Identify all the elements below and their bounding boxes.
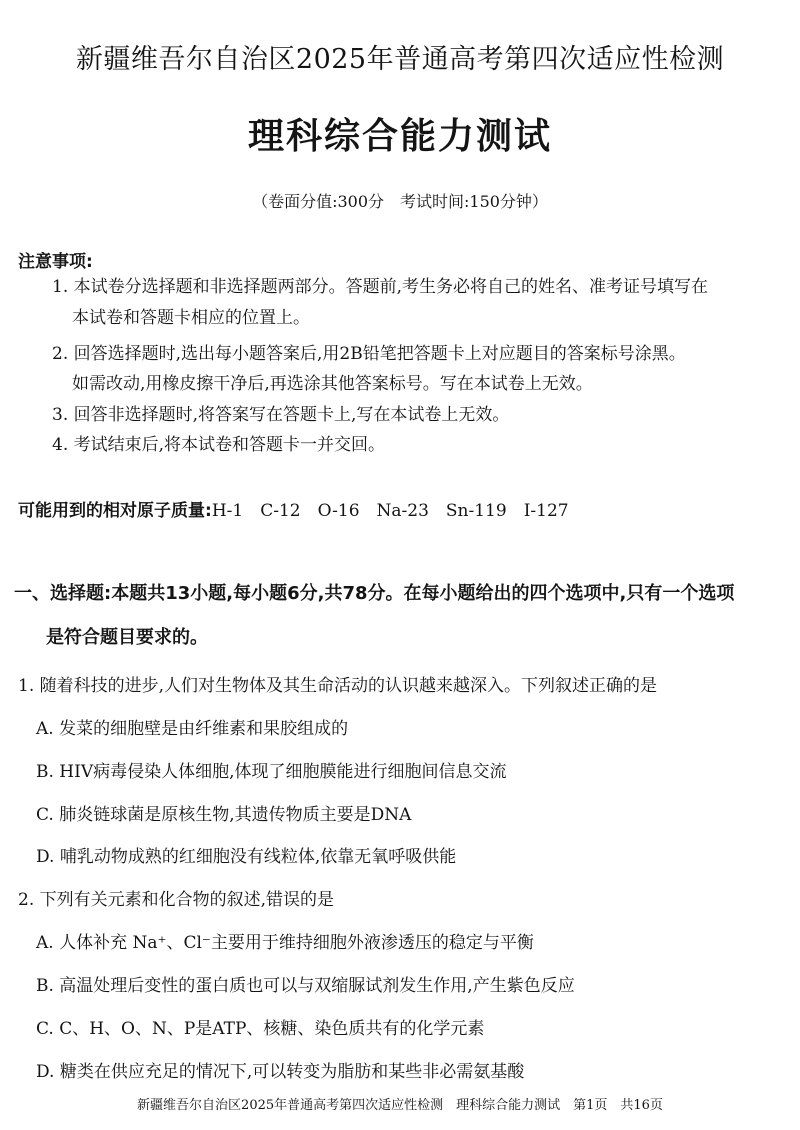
question-option: B. 高温处理后变性的蛋白质也可以与双缩脲试剂发生作用,产生紫色反应 (36, 976, 575, 996)
question-option: B. HIV病毒侵染人体细胞,体现了细胞膜能进行细胞间信息交流 (36, 762, 507, 782)
section-heading-line2: 是符合题目要求的。 (46, 627, 208, 648)
notice-line: 本试卷和答题卡相应的位置上。 (72, 308, 310, 328)
question-option: D. 哺乳动物成熟的红细胞没有线粒体,依靠无氧呼吸供能 (36, 847, 457, 867)
subject-title: 理科综合能力测试 (247, 115, 552, 157)
notice-line: 1. 本试卷分选择题和非选择题两部分。答题前,考生务必将自己的姓名、准考证号填写在 (52, 277, 709, 297)
section-heading-cont (46, 624, 208, 652)
question-option: A. 发菜的细胞壁是由纤维素和果胶组成的 (36, 719, 349, 739)
notice-line: 如需改动,用橡皮擦干净后,再选涂其他答案标号。写在本试卷上无效。 (72, 374, 593, 394)
exam-title: 新疆维吾尔自治区2025年普通高考第四次适应性检测 (75, 44, 725, 75)
atomic-mass-values: H-1 C-12 O-16 Na-23 Sn-119 I-127 (211, 501, 569, 521)
section-heading (14, 580, 734, 608)
question-option: C. 肺炎链球菌是原核生物,其遗传物质主要是DNA (36, 805, 412, 825)
atomic-mass-label: 可能用到的相对原子质量: (18, 501, 212, 521)
atomic-mass-line (18, 498, 569, 524)
question-option: A. 人体补充 Na⁺、Cl⁻主要用于维持细胞外液渗透压的稳定与平衡 (36, 933, 534, 953)
notice-line: 4. 考试结束后,将本试卷和答题卡一并交回。 (52, 435, 386, 455)
question-option: D. 糖类在供应充足的情况下,可以转变为脂肪和某些非必需氨基酸 (36, 1062, 525, 1082)
page-footer: 新疆维吾尔自治区2025年普通高考第四次适应性检测 理科综合能力测试 第1页 共16页 (137, 1098, 663, 1113)
question-stem: 1. 随着科技的进步,人们对生物体及其生命活动的认识越来越深入。下列叙述正确的是 (18, 676, 658, 696)
question-option: C. C、H、O、N、P是ATP、核糖、染色质共有的化学元素 (36, 1019, 485, 1039)
notice-line: 2. 回答选择题时,选出每小题答案后,用2B铅笔把答题卡上对应题目的答案标号涂黑。 (52, 344, 686, 364)
notice-line: 3. 回答非选择题时,将答案写在答题卡上,写在本试卷上无效。 (52, 405, 510, 425)
section-heading-line1: 一、选择题:本题共13小题,每小题6分,共78分。在每小题给出的四个选项中,只有一个选项 (14, 583, 735, 604)
question-stem: 2. 下列有关元素和化合物的叙述,错误的是 (18, 890, 335, 910)
notice-heading: 注意事项: (18, 252, 93, 272)
exam-meta: （卷面分值:300分 考试时间:150分钟） (252, 192, 548, 211)
